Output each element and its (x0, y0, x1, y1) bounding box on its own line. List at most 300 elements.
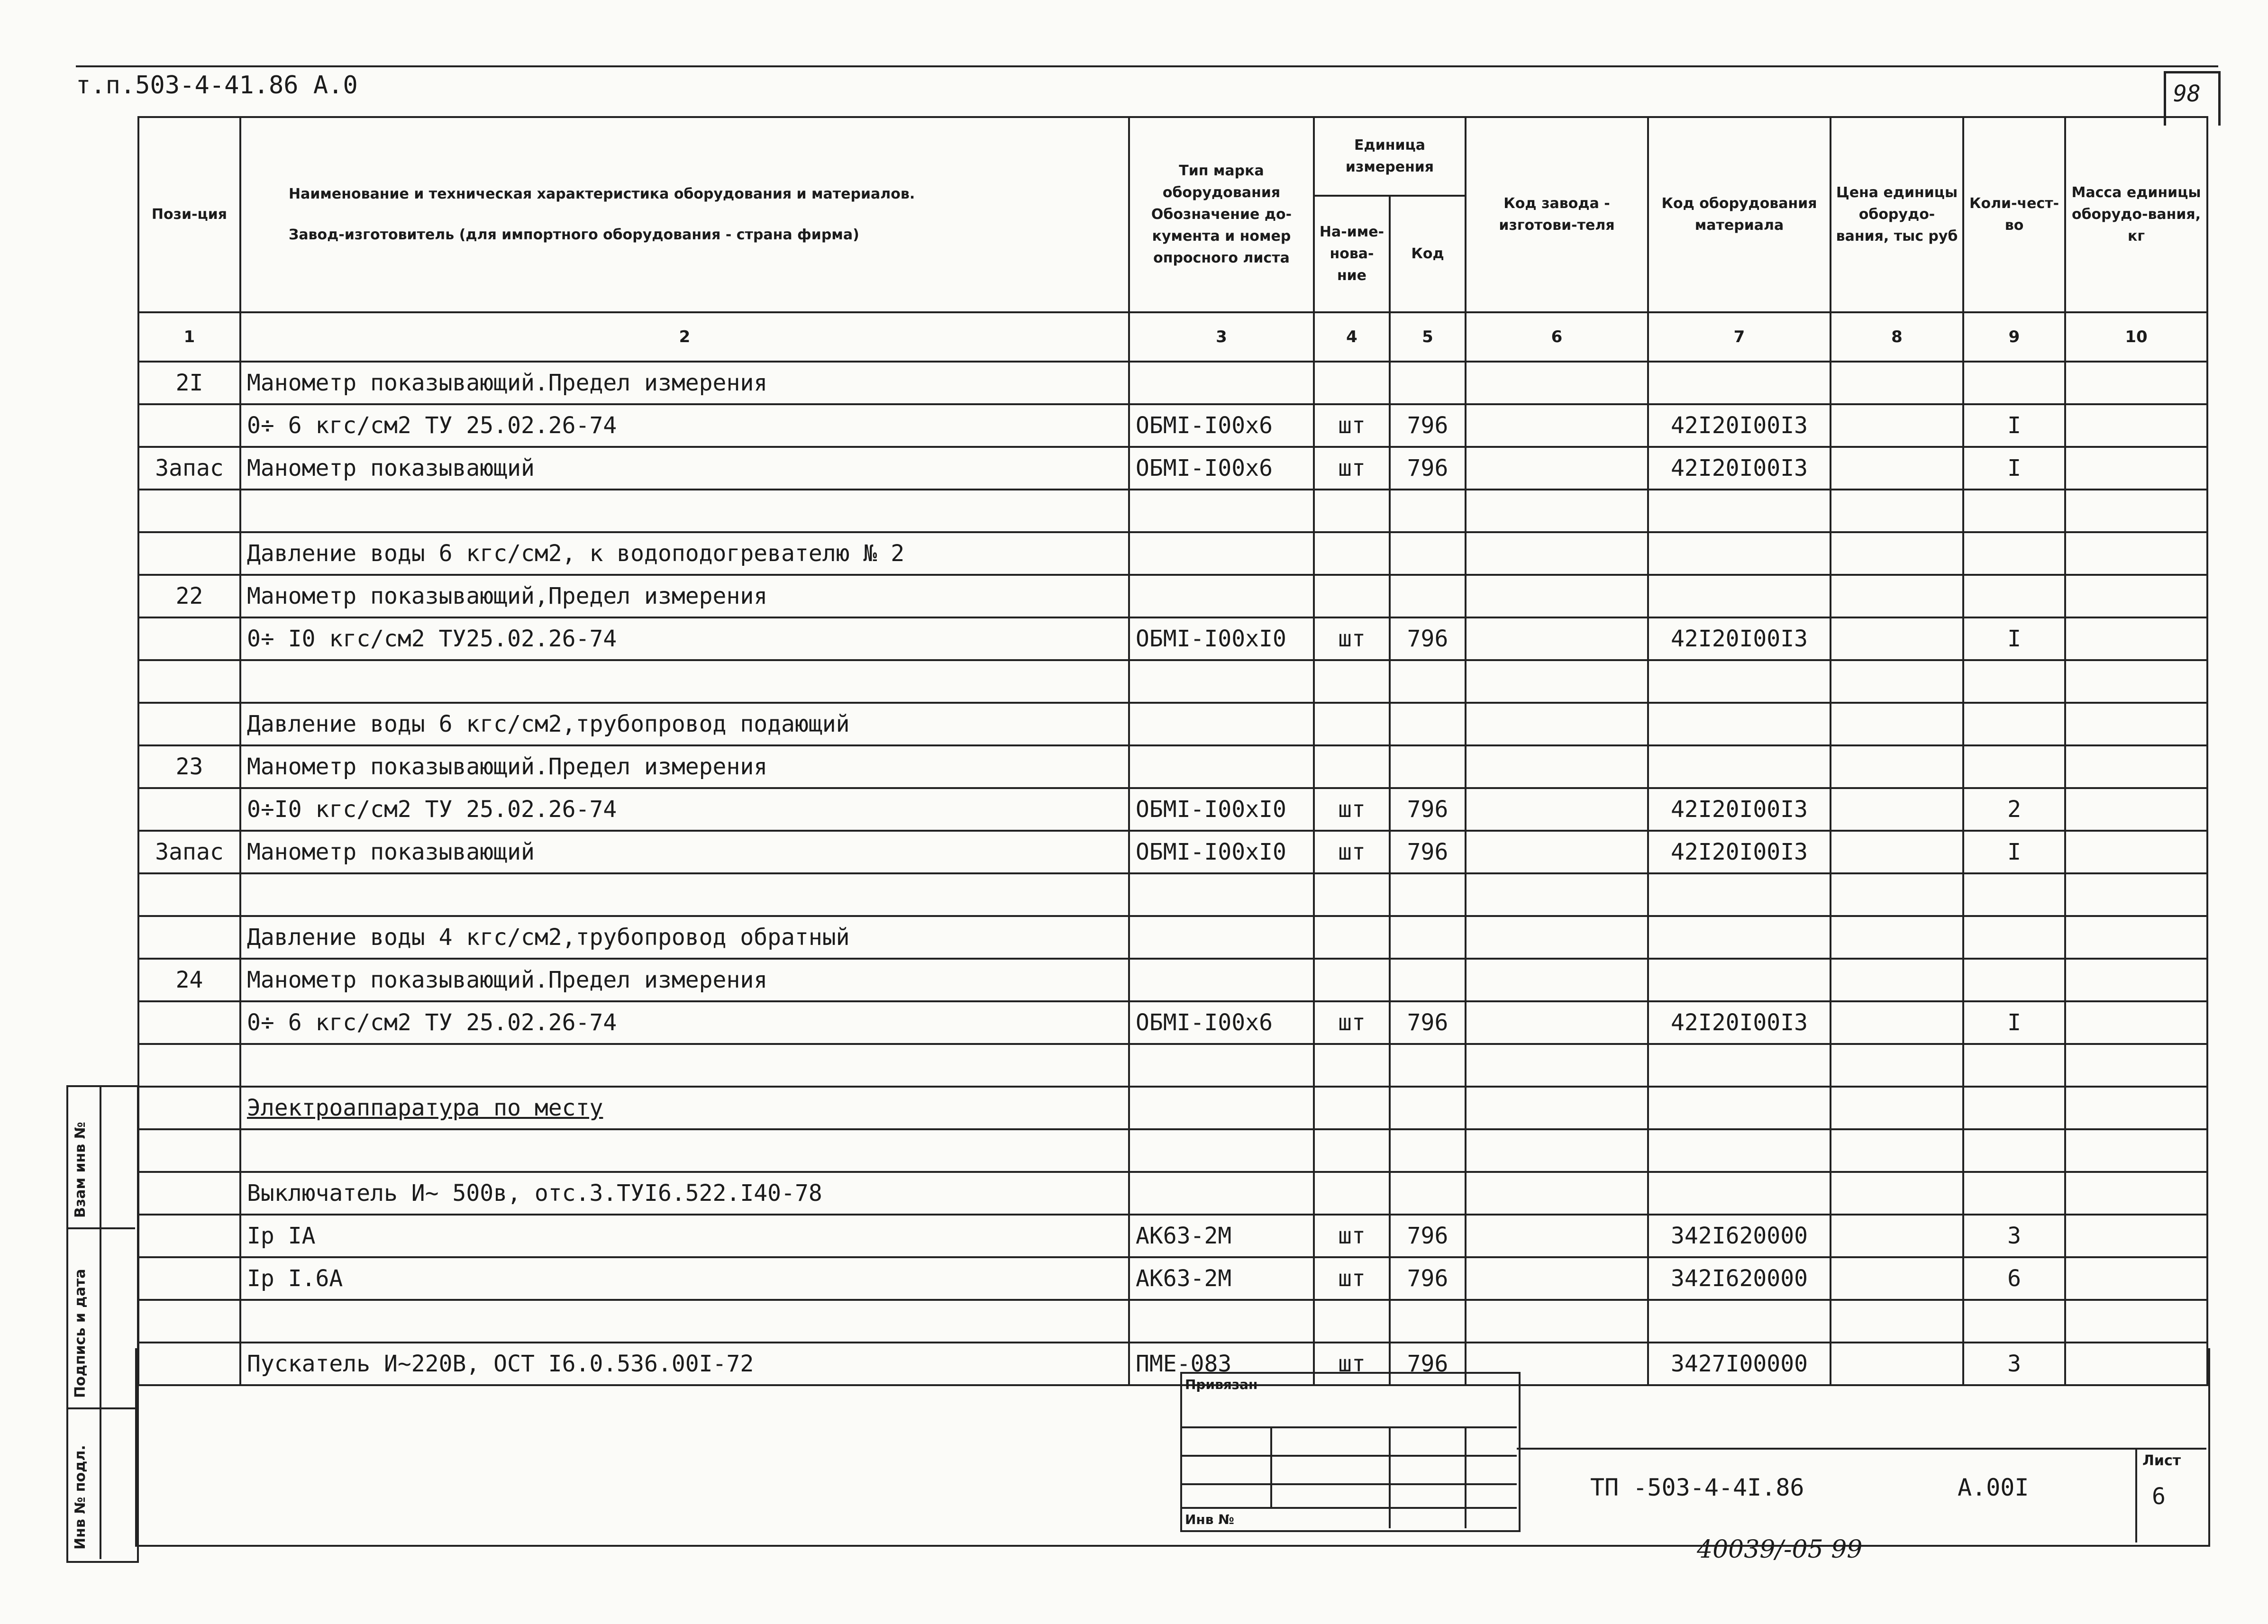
header-position: Пози-ция (138, 117, 240, 312)
stamp-attached-label: Привязан (1185, 1377, 1258, 1392)
cell-quantity: 3 (1963, 1343, 2065, 1385)
document-code: ТП -503-4-4I.86 (1590, 1474, 1804, 1501)
header-material-code: Код оборудования материала (1648, 117, 1831, 312)
cell-price (1831, 831, 1963, 873)
cell-unit-code: 796 (1390, 447, 1466, 490)
table-row (138, 703, 2207, 745)
cell-unit: шт (1314, 1215, 1390, 1257)
cell-name: Электроаппаратура по месту (240, 1087, 1129, 1129)
cell-type: АК63-2М (1129, 1257, 1314, 1300)
cell-mass (2065, 745, 2207, 788)
cell-plant-code (1466, 1087, 1648, 1129)
cell-unit-code: 796 (1390, 1257, 1466, 1300)
cell-position: 24 (138, 959, 240, 1001)
cell-unit-code (1390, 1129, 1466, 1172)
cell-price (1831, 745, 1963, 788)
cell-unit (1314, 1044, 1390, 1087)
cell-plant-code (1466, 362, 1648, 404)
cell-mass (2065, 1087, 2207, 1129)
table-row (138, 1044, 2207, 1087)
cell-unit-code (1390, 1087, 1466, 1129)
cell-unit-code: 796 (1390, 788, 1466, 831)
cell-unit-code (1390, 575, 1466, 617)
stamp-line (1465, 1426, 1466, 1528)
cell-unit (1314, 703, 1390, 745)
top-border-line (76, 65, 2218, 67)
cell-mass (2065, 831, 2207, 873)
table-row (138, 1215, 2207, 1257)
cell-unit (1314, 1300, 1390, 1343)
sheet-number: 98 (2173, 81, 2201, 107)
cell-type: АК63-2М (1129, 1215, 1314, 1257)
cell-plant-code (1466, 1300, 1648, 1343)
cell-quantity (1963, 575, 2065, 617)
stamp-line (1270, 1426, 1272, 1507)
cell-price (1831, 1172, 1963, 1215)
cell-type (1129, 1129, 1314, 1172)
cell-quantity (1963, 362, 2065, 404)
margin-strip-divider (100, 1085, 101, 1559)
cell-plant-code (1466, 703, 1648, 745)
cell-price (1831, 532, 1963, 575)
cell-unit-code (1390, 916, 1466, 959)
cell-name: Манометр показывающий (240, 447, 1129, 490)
cell-name (240, 1044, 1129, 1087)
cell-price (1831, 447, 1963, 490)
cell-unit-code (1390, 532, 1466, 575)
cell-price (1831, 617, 1963, 660)
cell-price (1831, 1215, 1963, 1257)
cell-plant-code (1466, 660, 1648, 703)
cell-material-code (1648, 1300, 1831, 1343)
column-number: 2 (240, 312, 1129, 362)
cell-plant-code (1466, 1001, 1648, 1044)
cell-plant-code (1466, 873, 1648, 916)
cell-unit (1314, 959, 1390, 1001)
cell-material-code: 42I20I00I3 (1648, 447, 1831, 490)
cell-material-code: 342I620000 (1648, 1257, 1831, 1300)
cell-mass (2065, 660, 2207, 703)
cell-type: ОБМI-I00х6 (1129, 447, 1314, 490)
cell-unit (1314, 1172, 1390, 1215)
header-type: Тип марка оборудования Обозначение до-кумента и номер опросного листа (1129, 117, 1314, 312)
cell-unit (1314, 660, 1390, 703)
header-mass: Масса единицы оборудо-вания, кг (2065, 117, 2207, 312)
cell-material-code: 42I20I00I3 (1648, 404, 1831, 447)
cell-name: Манометр показывающий,Предел измерения (240, 575, 1129, 617)
document-reference: т.п.503-4-41.86 А.0 (76, 71, 358, 100)
cell-position (138, 1129, 240, 1172)
cell-mass (2065, 1300, 2207, 1343)
cell-name: Манометр показывающий (240, 831, 1129, 873)
cell-position (138, 404, 240, 447)
table-row (138, 873, 2207, 916)
cell-type (1129, 1087, 1314, 1129)
stamp-line (1389, 1426, 1391, 1528)
cell-mass (2065, 703, 2207, 745)
table-row (138, 575, 2207, 617)
cell-plant-code (1466, 447, 1648, 490)
cell-type (1129, 660, 1314, 703)
cell-price (1831, 1129, 1963, 1172)
cell-material-code (1648, 575, 1831, 617)
cell-name: 0÷ I0 кгс/см2 ТУ25.02.26-74 (240, 617, 1129, 660)
specification-table (137, 116, 2208, 1386)
cell-price (1831, 362, 1963, 404)
margin-label-signature-date: Подпись и дата (72, 1269, 89, 1398)
cell-unit: шт (1314, 404, 1390, 447)
cell-quantity (1963, 873, 2065, 916)
cell-mass (2065, 1129, 2207, 1172)
cell-quantity: I (1963, 404, 2065, 447)
header-plant-code: Код завода - изготови-теля (1466, 117, 1648, 312)
cell-quantity: 6 (1963, 1257, 2065, 1300)
cell-name: Давление воды 6 кгс/см2, к водоподогревателю № 2 (240, 532, 1129, 575)
cell-material-code: 3427I00000 (1648, 1343, 1831, 1385)
cell-material-code (1648, 1129, 1831, 1172)
cell-material-code (1648, 1087, 1831, 1129)
cell-price (1831, 959, 1963, 1001)
header-quantity: Коли-чест-во (1963, 117, 2065, 312)
cell-quantity (1963, 532, 2065, 575)
cell-type (1129, 362, 1314, 404)
cell-name: 0÷ 6 кгс/см2 ТУ 25.02.26-74 (240, 1001, 1129, 1044)
cell-position (138, 703, 240, 745)
cell-plant-code (1466, 1172, 1648, 1215)
cell-type: ОБМI-I00хI0 (1129, 788, 1314, 831)
cell-type: ОБМI-I00х6 (1129, 404, 1314, 447)
table-row (138, 1129, 2207, 1172)
cell-price (1831, 1001, 1963, 1044)
cell-unit: шт (1314, 831, 1390, 873)
cell-unit-code (1390, 745, 1466, 788)
cell-unit (1314, 1129, 1390, 1172)
cell-mass (2065, 1215, 2207, 1257)
column-number: 9 (1963, 312, 2065, 362)
cell-unit-code (1390, 959, 1466, 1001)
cell-price (1831, 1087, 1963, 1129)
cell-material-code: 42I20I00I3 (1648, 617, 1831, 660)
table-row (138, 1001, 2207, 1044)
cell-type (1129, 916, 1314, 959)
cell-mass (2065, 916, 2207, 959)
cell-plant-code (1466, 831, 1648, 873)
cell-name: Манометр показывающий.Предел измерения (240, 745, 1129, 788)
cell-unit-code: 796 (1390, 831, 1466, 873)
cell-unit-code: 796 (1390, 1215, 1466, 1257)
cell-quantity (1963, 1129, 2065, 1172)
cell-unit: шт (1314, 1257, 1390, 1300)
cell-mass (2065, 404, 2207, 447)
cell-position (138, 490, 240, 532)
cell-quantity: 3 (1963, 1215, 2065, 1257)
cell-unit: шт (1314, 617, 1390, 660)
cell-name: Манометр показывающий.Предел измерения (240, 362, 1129, 404)
cell-unit-code: 796 (1390, 404, 1466, 447)
cell-unit-code: 796 (1390, 1343, 1466, 1385)
cell-material-code: 42I20I00I3 (1648, 1001, 1831, 1044)
cell-quantity: 2 (1963, 788, 2065, 831)
cell-position (138, 532, 240, 575)
table-row (138, 404, 2207, 447)
cell-price (1831, 1300, 1963, 1343)
table-row (138, 532, 2207, 575)
cell-position (138, 1257, 240, 1300)
cell-unit: шт (1314, 1343, 1390, 1385)
cell-type (1129, 1300, 1314, 1343)
cell-unit-code (1390, 660, 1466, 703)
cell-material-code (1648, 916, 1831, 959)
cell-type (1129, 959, 1314, 1001)
cell-mass (2065, 788, 2207, 831)
cell-unit (1314, 490, 1390, 532)
table-row (138, 660, 2207, 703)
cell-unit (1314, 916, 1390, 959)
cell-unit-code (1390, 1044, 1466, 1087)
cell-price (1831, 1257, 1963, 1300)
cell-position (138, 1044, 240, 1087)
cell-price (1831, 404, 1963, 447)
cell-unit (1314, 532, 1390, 575)
cell-plant-code (1466, 575, 1648, 617)
header-name-line1: Наименование и техническая характеристика оборудования и материалов. (289, 186, 915, 202)
cell-name: 0÷I0 кгс/см2 ТУ 25.02.26-74 (240, 788, 1129, 831)
cell-name: Давление воды 4 кгс/см2,трубопровод обратный (240, 916, 1129, 959)
header-price: Цена единицы оборудо-вания, тыс руб (1831, 117, 1963, 312)
table-row (138, 490, 2207, 532)
cell-material-code: 42I20I00I3 (1648, 831, 1831, 873)
cell-mass (2065, 362, 2207, 404)
cell-material-code (1648, 703, 1831, 745)
cell-mass (2065, 575, 2207, 617)
cell-name (240, 490, 1129, 532)
column-number: 6 (1466, 312, 1648, 362)
cell-unit (1314, 873, 1390, 916)
cell-name: Ір I.6A (240, 1257, 1129, 1300)
cell-mass (2065, 1172, 2207, 1215)
cell-position (138, 916, 240, 959)
cell-position (138, 1001, 240, 1044)
cell-unit-code (1390, 490, 1466, 532)
cell-unit (1314, 1087, 1390, 1129)
cell-quantity (1963, 660, 2065, 703)
cell-plant-code (1466, 532, 1648, 575)
cell-material-code (1648, 959, 1831, 1001)
cell-type: ПМЕ-083 (1129, 1343, 1314, 1385)
cell-unit-code (1390, 873, 1466, 916)
cell-quantity (1963, 490, 2065, 532)
cell-plant-code (1466, 745, 1648, 788)
cell-price (1831, 916, 1963, 959)
header-unit-name: На-име-нова-ние (1314, 196, 1390, 312)
cell-mass (2065, 617, 2207, 660)
cell-material-code (1648, 1172, 1831, 1215)
table-row (138, 1087, 2207, 1129)
cell-plant-code (1466, 490, 1648, 532)
table-row (138, 447, 2207, 490)
cell-plant-code (1466, 1129, 1648, 1172)
column-number: 8 (1831, 312, 1963, 362)
cell-position (138, 788, 240, 831)
cell-unit: шт (1314, 447, 1390, 490)
cell-material-code (1648, 1044, 1831, 1087)
cell-position: Запас (138, 447, 240, 490)
cell-plant-code (1466, 1044, 1648, 1087)
column-number: 1 (138, 312, 240, 362)
column-number: 7 (1648, 312, 1831, 362)
cell-name: Ір IA (240, 1215, 1129, 1257)
cell-material-code (1648, 660, 1831, 703)
table-row (138, 831, 2207, 873)
header-unit-group: Единица измерения (1314, 117, 1466, 196)
cell-position (138, 1215, 240, 1257)
cell-mass (2065, 490, 2207, 532)
cell-quantity: I (1963, 1001, 2065, 1044)
cell-price (1831, 575, 1963, 617)
cell-material-code: 42I20I00I3 (1648, 788, 1831, 831)
cell-unit (1314, 362, 1390, 404)
table-row (138, 617, 2207, 660)
header-unit-code: Код (1390, 196, 1466, 312)
table-row (138, 916, 2207, 959)
table-row (138, 362, 2207, 404)
cell-unit-code (1390, 703, 1466, 745)
cell-position (138, 660, 240, 703)
cell-quantity: I (1963, 831, 2065, 873)
margin-strip-separator (66, 1407, 135, 1409)
cell-position: 2I (138, 362, 240, 404)
list-number: 6 (2152, 1483, 2166, 1510)
cell-name: 0÷ 6 кгс/см2 ТУ 25.02.26-74 (240, 404, 1129, 447)
cell-plant-code (1466, 617, 1648, 660)
specification-body (138, 362, 2207, 1385)
cell-name (240, 1129, 1129, 1172)
cell-quantity (1963, 1087, 2065, 1129)
cell-mass (2065, 959, 2207, 1001)
cell-mass (2065, 873, 2207, 916)
cell-position: 22 (138, 575, 240, 617)
sheet-code: А.00I (1958, 1474, 2029, 1501)
table-row (138, 745, 2207, 788)
cell-unit-code (1390, 362, 1466, 404)
cell-type (1129, 490, 1314, 532)
cell-unit (1314, 575, 1390, 617)
handwritten-note: 40039/-05 99 (1697, 1535, 1863, 1564)
cell-name (240, 873, 1129, 916)
table-row (138, 959, 2207, 1001)
cell-mass (2065, 1257, 2207, 1300)
cell-quantity: I (1963, 617, 2065, 660)
cell-mass (2065, 532, 2207, 575)
cell-quantity (1963, 745, 2065, 788)
cell-material-code: 342I620000 (1648, 1215, 1831, 1257)
cell-name: Манометр показывающий.Предел измерения (240, 959, 1129, 1001)
column-number: 4 (1314, 312, 1390, 362)
cell-position (138, 1172, 240, 1215)
cell-plant-code (1466, 1257, 1648, 1300)
cell-position (138, 1300, 240, 1343)
cell-mass (2065, 447, 2207, 490)
cell-quantity (1963, 916, 2065, 959)
column-number: 10 (2065, 312, 2207, 362)
cell-material-code (1648, 873, 1831, 916)
stamp-inv-label: Инв № (1185, 1512, 1234, 1527)
table-row (138, 788, 2207, 831)
cell-name (240, 660, 1129, 703)
cell-type: ОБМI-I00хI0 (1129, 617, 1314, 660)
cell-material-code (1648, 362, 1831, 404)
cell-plant-code (1466, 788, 1648, 831)
cell-type (1129, 1044, 1314, 1087)
column-number-row (138, 312, 2207, 362)
table-row (138, 1300, 2207, 1343)
cell-type (1129, 532, 1314, 575)
cell-mass (2065, 1044, 2207, 1087)
margin-label-original-inv: Инв № подл. (72, 1445, 89, 1550)
cell-unit-code: 796 (1390, 617, 1466, 660)
header-name (240, 117, 1129, 312)
table-row (138, 1257, 2207, 1300)
cell-type (1129, 1172, 1314, 1215)
cell-plant-code (1466, 1215, 1648, 1257)
cell-price (1831, 1044, 1963, 1087)
cell-name: Пускатель И~220В, ОСТ I6.0.536.00I-72 (240, 1343, 1129, 1385)
cell-plant-code (1466, 959, 1648, 1001)
cell-quantity (1963, 1044, 2065, 1087)
cell-unit-code (1390, 1300, 1466, 1343)
cell-quantity: I (1963, 447, 2065, 490)
cell-unit-code: 796 (1390, 1001, 1466, 1044)
cell-mass (2065, 1001, 2207, 1044)
cell-type (1129, 703, 1314, 745)
header-name-line2: Завод-изготовитель (для импортного оборудования - страна фирма) (289, 227, 859, 243)
cell-quantity (1963, 1300, 2065, 1343)
cell-type (1129, 873, 1314, 916)
title-block-line (1517, 1448, 2206, 1450)
cell-unit-code (1390, 1172, 1466, 1215)
cell-type (1129, 575, 1314, 617)
cell-quantity (1963, 959, 2065, 1001)
column-number: 5 (1390, 312, 1466, 362)
cell-plant-code (1466, 916, 1648, 959)
cell-position (138, 617, 240, 660)
cell-material-code (1648, 745, 1831, 788)
column-number: 3 (1129, 312, 1314, 362)
cell-price (1831, 788, 1963, 831)
cell-type (1129, 745, 1314, 788)
cell-material-code (1648, 532, 1831, 575)
cell-unit: шт (1314, 1001, 1390, 1044)
cell-quantity (1963, 1172, 2065, 1215)
margin-label-replace-inv: Взам инв № (72, 1122, 89, 1218)
cell-position: 23 (138, 745, 240, 788)
cell-position (138, 873, 240, 916)
cell-price (1831, 873, 1963, 916)
cell-name (240, 1300, 1129, 1343)
cell-unit: шт (1314, 788, 1390, 831)
cell-name: Выключатель И~ 500в, отс.3.ТУI6.522.I40-78 (240, 1172, 1129, 1215)
cell-material-code (1648, 490, 1831, 532)
cell-price (1831, 490, 1963, 532)
list-label: Лист (2142, 1452, 2181, 1469)
cell-position: Запас (138, 831, 240, 873)
cell-type: ОБМI-I00х6 (1129, 1001, 1314, 1044)
cell-price (1831, 703, 1963, 745)
cell-name: Давление воды 6 кгс/см2,трубопровод подающий (240, 703, 1129, 745)
table-row (138, 1172, 2207, 1215)
cell-type: ОБМI-I00хI0 (1129, 831, 1314, 873)
cell-price (1831, 660, 1963, 703)
